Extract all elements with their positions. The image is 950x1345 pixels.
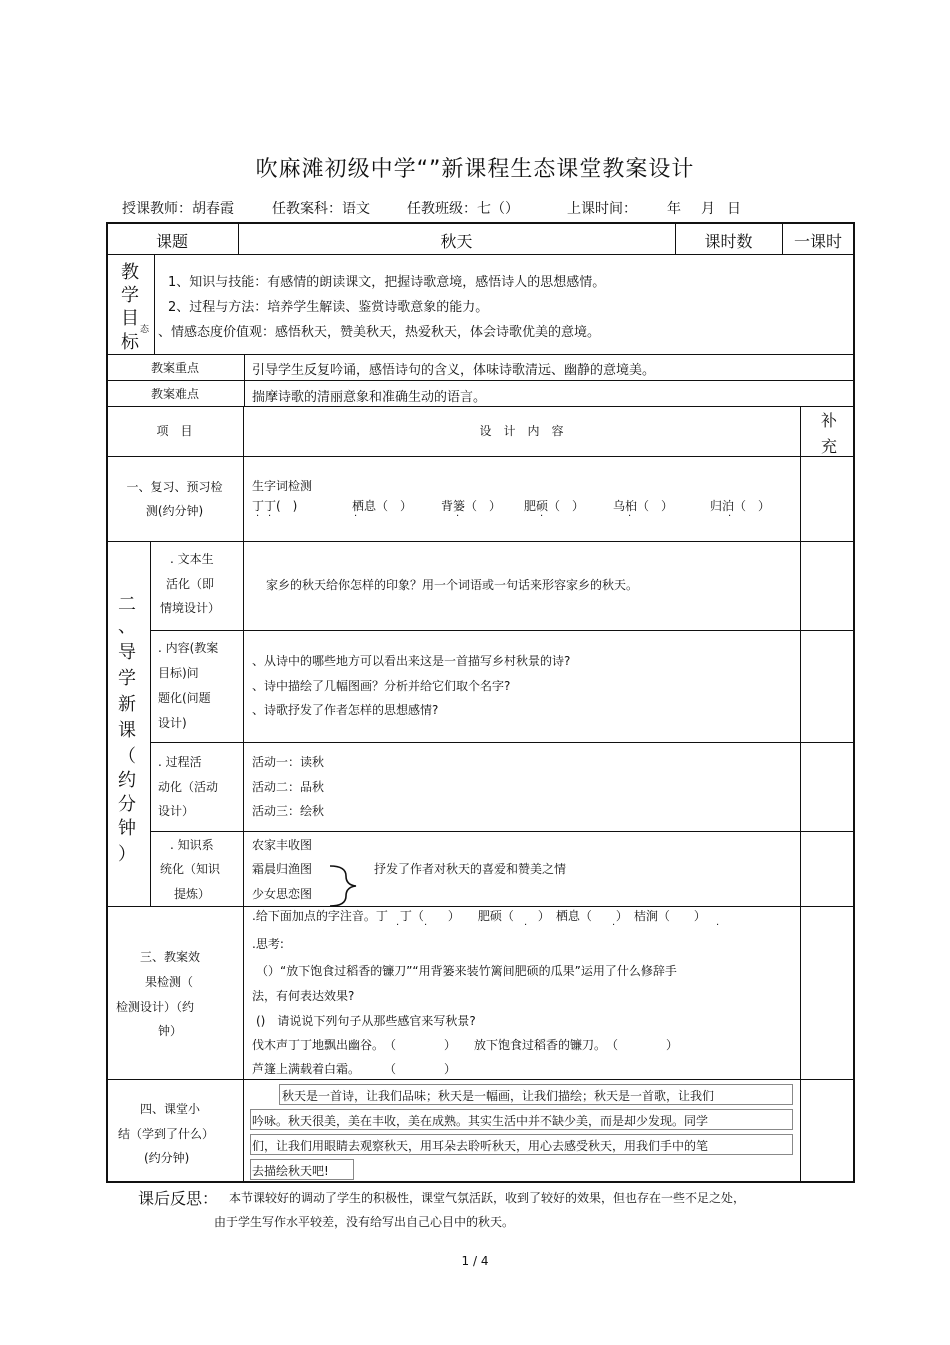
sub2-question-3: 、诗歌抒发了作者怎样的思想感情? [252, 703, 439, 717]
section3-label-line3: 检测设计）（约 [116, 1000, 195, 1014]
section2-label-char: 新 [118, 694, 136, 715]
section4-label-line3: (约分钟) [144, 1151, 190, 1165]
activity-1: 活动一：读秋 [252, 755, 325, 769]
day-label: 日 [727, 201, 741, 217]
picture-name-3: 少女思恋图 [252, 887, 313, 901]
section2-label-char: 钟 [118, 818, 136, 839]
emphasis-dot: · [540, 511, 544, 522]
sub2-label-line2: 目标)问 [158, 666, 199, 680]
column-item-header: 项 目 [156, 424, 193, 438]
activity-3: 活动三：绘秋 [252, 804, 325, 818]
year-label: 年 [667, 201, 681, 217]
emphasis-dot: · [396, 920, 400, 931]
section2-label-char: 约 [118, 770, 136, 791]
section3-label-line1: 三、教案效 [140, 950, 201, 964]
sub1-label-line2: 活化（即 [166, 577, 215, 591]
emphasis-dot: · [716, 920, 720, 931]
section1-label-line2: 测(约分钟) [145, 504, 204, 518]
section2-label-char: 导 [118, 642, 136, 663]
hours-value: 一课时 [793, 232, 842, 251]
word-item-2: 栖息（ ） [352, 499, 413, 513]
sub2-label-line3: 题化(问题 [158, 691, 211, 705]
emphasis-dot: · [456, 511, 460, 522]
objectives-label-char-4: 标 [121, 332, 139, 353]
objective-item-2: 2、过程与方法：培养学生解读、鉴赏诗歌意象的能力。 [168, 300, 489, 315]
sub1-label-line1: . 文本生 [170, 552, 214, 566]
sub3-label-line2: 动化（活动 [158, 780, 219, 794]
topic-value: 秋天 [440, 232, 473, 251]
section3-label-line2: 果检测（ [145, 975, 194, 989]
difficulty-value: 揣摩诗歌的清丽意象和准确生动的语言。 [252, 390, 487, 405]
test-line-3: （）“放下饱食过稻香的镰刀”“用背篓来装竹篱间肥硕的瓜果”运用了什么修辞手 [256, 964, 677, 978]
summary-line-4: 去描绘秋天吧! [252, 1164, 329, 1178]
picture-summary: 抒发了作者对秋天的喜爱和赞美之情 [374, 862, 567, 876]
curly-brace-icon [326, 864, 362, 908]
column-content-header: 设 计 内 容 [479, 424, 564, 438]
word-item-4: 肥硕（ ） [524, 499, 585, 513]
picture-name-2: 霜晨归渔图 [252, 862, 313, 876]
section1-label-line1: 一、复习、预习检 [126, 480, 223, 494]
activity-2: 活动二：品秋 [252, 780, 325, 794]
test-line-4: 法，有何表达效果? [252, 989, 355, 1003]
sub4-label-line2: 统化（知识 [160, 862, 221, 876]
emphasis-dot: · [256, 511, 260, 522]
sub1-label-line3: 情境设计） [160, 601, 221, 615]
word-item-1: 丁丁( ) [252, 499, 298, 513]
objectives-label-char-3: 目 [121, 308, 139, 329]
objectives-label-tiny: 态 [140, 325, 150, 335]
picture-name-1: 农家丰收图 [252, 838, 313, 852]
page-title: 吹麻滩初级中学“”新课程生态课堂教案设计 [255, 157, 695, 182]
section4-label-line2: 结（学到了什么） [118, 1127, 215, 1141]
word-item-5: 乌桕（ ） [613, 499, 674, 513]
emphasis-dot: · [268, 511, 272, 522]
supplement-header-char-2: 充 [821, 437, 838, 456]
summary-line-3: 们，让我们用眼睛去观察秋天，用耳朵去聆听秋天，用心去感受秋天，用我们手中的笔 [252, 1139, 709, 1153]
test-line-5: () 请说说下列句子从那些感官来写秋景? [256, 1014, 476, 1028]
word-item-3: 背篓（ ） [441, 499, 502, 513]
difficulty-label: 教案难点 [150, 387, 199, 401]
test-line-7: 芦篷上满载着白霜。 （ ） [252, 1062, 457, 1076]
objective-item-3: 、情感态度价值观：感悟秋天，赞美秋天，热爱秋天，体会诗歌优美的意境。 [158, 325, 601, 340]
sub3-label-line1: . 过程活 [158, 755, 202, 769]
key-point-value: 引导学生反复吟诵，感悟诗句的含义，体味诗歌清远、幽静的意境美。 [252, 363, 656, 378]
topic-label: 课题 [155, 232, 188, 251]
emphasis-dot: · [612, 920, 616, 931]
test-line-6: 伐木声丁丁地飘出幽谷。 （ ） 放下饱食过稻香的镰刀。 （ ） [252, 1038, 679, 1052]
class-label: 任教班级：七（） [407, 201, 519, 217]
objectives-label-char-2: 学 [121, 285, 139, 306]
subject-label: 任教案科：语文 [272, 201, 370, 217]
test-line-2: .思考: [252, 937, 284, 951]
reflection-label: 课后反思： [138, 1189, 219, 1208]
emphasis-dot: · [524, 920, 528, 931]
sub1-content: 家乡的秋天给你怎样的印象？用一个词语或一句话来形容家乡的秋天。 [266, 578, 639, 592]
sub2-question-2: 、诗中描绘了几幅图画？分析并给它们取个名字? [252, 679, 511, 693]
time-label: 上课时间： [567, 201, 637, 217]
objectives-label-char-1: 教 [121, 262, 139, 283]
hours-label: 课时数 [704, 232, 753, 251]
key-point-label: 教案重点 [150, 361, 199, 375]
section2-label-char: 、 [118, 616, 136, 637]
section2-label-char: 二 [118, 594, 136, 615]
reflection-line-2: 由于学生写作水平较差，没有给写出自己心目中的秋天。 [214, 1215, 515, 1229]
sub2-label-line4: 设计) [158, 716, 187, 730]
section3-label-line4: 钟） [158, 1024, 183, 1038]
objective-item-1: 1、知识与技能：有感情的朗读课文，把握诗歌意境，感悟诗人的思想感情。 [168, 275, 606, 290]
section2-label-char: 分 [118, 794, 136, 815]
section2-label-char: 学 [118, 668, 136, 689]
emphasis-dot: · [628, 511, 632, 522]
sub2-label-line1: . 内容(教案 [158, 641, 219, 655]
supplement-header-char-1: 补 [821, 411, 838, 430]
teacher-label: 授课教师：胡春霞 [122, 201, 234, 217]
emphasis-dot: · [354, 511, 358, 522]
section2-label-char: （ [118, 746, 136, 767]
test-line-1: .给下面加点的字注音。丁 丁（ ） 肥硕（ ） 栖息（ ） 桔涧（ ） [252, 909, 706, 923]
section1-heading: 生字词检测 [252, 479, 313, 493]
sub3-label-line3: 设计） [158, 804, 195, 818]
sub2-question-1: 、从诗中的哪些地方可以看出来这是一首描写乡村秋景的诗? [252, 654, 571, 668]
word-item-6: 归泊（ ） [710, 499, 771, 513]
emphasis-dot: · [728, 511, 732, 522]
emphasis-dot: · [424, 920, 428, 931]
summary-line-2: 吟咏。秋天很美，美在丰收，美在成熟。其实生活中并不缺少美，而是却少发现。同学 [252, 1114, 709, 1128]
summary-line-1: 秋天是一首诗，让我们品味；秋天是一幅画，让我们描绘；秋天是一首歌，让我们 [282, 1089, 715, 1103]
page-number: 1 / 4 [461, 1254, 489, 1268]
month-label: 月 [701, 201, 715, 217]
reflection-line-1: 本节课较好的调动了学生的积极性，课堂气氛活跃，收到了较好的效果，但也存在一些不足之处， [229, 1191, 746, 1205]
sub4-label-line3: 提炼） [174, 887, 211, 901]
section2-label-char: ） [118, 844, 136, 865]
section2-label-char: 课 [118, 720, 136, 741]
sub4-label-line1: . 知识系 [170, 838, 214, 852]
section4-label-line1: 四、课堂小 [140, 1102, 201, 1116]
